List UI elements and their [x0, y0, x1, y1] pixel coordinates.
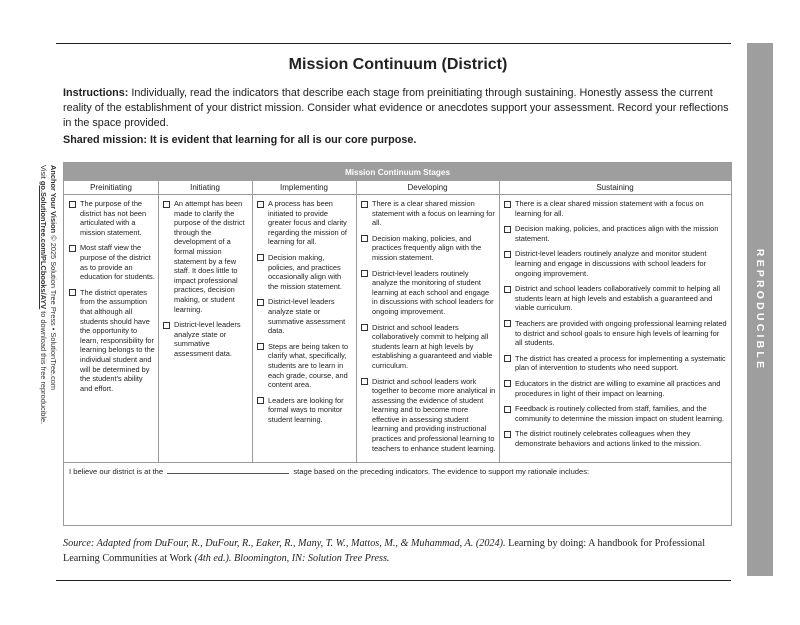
- top-rule: [56, 43, 731, 44]
- indicator-text: District-level leaders analyze state or summative assessment data.: [268, 297, 346, 336]
- page-title: Mission Continuum (District): [288, 56, 508, 73]
- indicator-item: [504, 284, 728, 313]
- shared-mission: Shared mission: It is evident that learning for all is our core purpose.: [63, 134, 417, 146]
- column-header: Preinitiating: [64, 181, 158, 195]
- mission-continuum-table: [63, 162, 732, 526]
- checkbox[interactable]: [504, 355, 511, 362]
- indicator-item: [504, 249, 728, 278]
- indicator-item: [257, 199, 353, 247]
- checkbox[interactable]: [257, 254, 264, 261]
- indicator-text: Steps are being taken to clarify what, specifically, students are to learn in each grade, course, and content area.: [268, 341, 349, 390]
- indicator-item: [69, 199, 155, 237]
- reproducible-label: REPRODUCIBLE: [754, 248, 766, 371]
- indicator-item: [361, 377, 496, 454]
- indicator-text: District-level leaders analyze state or summative assessment data.: [174, 320, 241, 358]
- checkbox[interactable]: [361, 324, 368, 331]
- instructions-label: Instructions:: [63, 87, 129, 99]
- column-header: Developing: [356, 181, 499, 195]
- indicator-text: There is a clear shared mission statement with a focus on learning for all.: [372, 199, 495, 228]
- checkbox[interactable]: [504, 320, 511, 327]
- indicator-item: [504, 199, 728, 218]
- indicator-text: District and school leaders collaboratively commit to helping all students learn at high levels by establishing a guaranteed and viable curriculum.: [372, 322, 493, 370]
- indicator-text: A process has been initiated to provide greater focus and clarity regarding the mission of learning for all.: [268, 199, 347, 247]
- indicator-item: [361, 269, 496, 317]
- checkbox[interactable]: [504, 226, 511, 233]
- indicator-text: Leaders are looking for formal ways to monitor student learning.: [268, 395, 344, 424]
- indicator-item: [361, 234, 496, 263]
- indicator-text: The district operates from the assumption that although all students should have the opportunity to learn, responsibility for learning belongs to the individual student and will be determined by the student's ability and effort.: [80, 287, 155, 393]
- checkbox[interactable]: [504, 251, 511, 258]
- book-title: Learning by doing: A handbook for Professional Learning Communities at Work: [63, 538, 706, 564]
- checkbox[interactable]: [504, 286, 511, 293]
- checkbox[interactable]: [257, 397, 264, 404]
- column-header: Sustaining: [499, 181, 731, 195]
- indicator-text: District and school leaders work together to become more analytical in assessing the evidence of student learning and to become more effective in assessing student learning and providing instructional practices and professional learning to teachers to enhance student learning.: [372, 376, 496, 453]
- column-header: Implementing: [252, 181, 356, 195]
- checkbox[interactable]: [69, 289, 76, 296]
- side-copyright-note: [6, 165, 58, 435]
- indicator-text: Educators in the district are willing to examine all practices and procedures in light of their impact on learning.: [515, 378, 721, 398]
- checkbox[interactable]: [69, 245, 76, 252]
- table-header: Mission Continuum Stages: [64, 163, 731, 181]
- checkbox[interactable]: [504, 406, 511, 413]
- indicator-item: [69, 288, 155, 394]
- indicator-item: [504, 354, 728, 373]
- indicator-text: Decision making, policies, and practices align with the mission statement.: [515, 224, 719, 243]
- checkbox[interactable]: [69, 201, 76, 208]
- indicator-item: [504, 319, 728, 348]
- indicator-text: Decision making, policies, and practices frequently align with the mission statement.: [372, 233, 482, 262]
- indicator-text: The district has created a process for implementing a systematic plan of intervention to students who need support.: [515, 353, 726, 373]
- indicator-item: [504, 379, 728, 398]
- checkbox[interactable]: [504, 380, 511, 387]
- reflection-divider: [64, 462, 731, 463]
- checkbox[interactable]: [504, 431, 511, 438]
- indicator-text: There is a clear shared mission statement with a focus on learning for all.: [515, 199, 704, 218]
- checkbox[interactable]: [257, 201, 264, 208]
- indicator-text: The purpose of the district has not been articulated with a mission statement.: [80, 199, 147, 237]
- source-suffix: (4th ed.). Bloomington, IN: Solution Tree Press.: [194, 553, 390, 564]
- indicator-text: Most staff view the purpose of the district as to provide an education for students.: [80, 243, 155, 282]
- source-prefix: Source: Adapted from DuFour, R., DuFour, R., Eaker, R., Many, T. W., Mattos, M., & Muhammad, A. (2024).: [63, 538, 506, 549]
- reflection-prompt: I believe our district is at the stage based on the preceding indicators. The evidence to support my rationale includes:: [69, 467, 590, 476]
- column-header: Initiating: [158, 181, 252, 195]
- checkbox[interactable]: [163, 322, 170, 329]
- indicator-item: [163, 320, 249, 358]
- indicator-item: [257, 396, 353, 425]
- indicator-item: [163, 199, 249, 314]
- indicator-text: District-level leaders routinely analyze the monitoring of student learning at each school and engage in discussions with school leaders for ongoing improvement.: [372, 268, 494, 316]
- checkbox[interactable]: [361, 201, 368, 208]
- indicator-text: Feedback is routinely collected from staff, families, and the community to determine the mission impact on student learning.: [515, 404, 725, 423]
- checkbox[interactable]: [361, 378, 368, 385]
- instructions: [63, 86, 733, 132]
- download-link[interactable]: go.SolutionTree.com/PLCbooks/AYV: [39, 180, 49, 310]
- indicator-item: [361, 323, 496, 371]
- checkbox[interactable]: [257, 343, 264, 350]
- checkbox[interactable]: [257, 299, 264, 306]
- stage-blank-field[interactable]: [167, 466, 289, 474]
- indicator-text: District and school leaders collaboratively commit to helping all students learn at high levels and establish a guaranteed and viable curriculum.: [515, 284, 720, 313]
- indicator-text: An attempt has been made to clarify the purpose of the district through the development of a formal mission statement by a few staff. It does little to impact professional practices, decision making, or student learning.: [174, 199, 245, 314]
- indicator-item: [504, 429, 728, 448]
- side-note-line-2: Visit go.SolutionTree.com/PLCbooks/AYV to download this free reproducible.: [39, 165, 49, 425]
- source-citation: [63, 536, 733, 566]
- indicator-text: Teachers are provided with ongoing professional learning related to district and school goals to ensure high levels of learning for all students.: [515, 318, 727, 348]
- instructions-text: Individually, read the indicators that describe each stage from preinitiating through sustaining. Honestly assess the current reality of the establishment of your district mission. Consider what evidence or anecdotes support your assessment. Record your reflections in the space provided.: [63, 87, 729, 130]
- indicator-item: [257, 342, 353, 390]
- indicator-item: [257, 297, 353, 335]
- indicator-text: District-level leaders routinely analyze and monitor student learning and engage in discussions with school leaders for ongoing improvement.: [515, 249, 707, 278]
- indicator-item: [361, 199, 496, 228]
- indicator-text: The district routinely celebrates colleagues when they demonstrate behaviors and actions linked to the mission.: [515, 429, 702, 448]
- indicator-item: [257, 253, 353, 291]
- checkbox[interactable]: [504, 201, 511, 208]
- side-note-line-1: Anchor Your Vision © 2025 Solution Tree Press • SolutionTree.com: [49, 165, 58, 391]
- indicator-item: [504, 404, 728, 423]
- indicator-text: Decision making, policies, and practices occasionally align with the mission statement.: [268, 252, 342, 291]
- checkbox[interactable]: [163, 201, 170, 208]
- indicator-item: [69, 243, 155, 281]
- checkbox[interactable]: [361, 235, 368, 242]
- indicator-item: [504, 224, 728, 243]
- checkbox[interactable]: [361, 270, 368, 277]
